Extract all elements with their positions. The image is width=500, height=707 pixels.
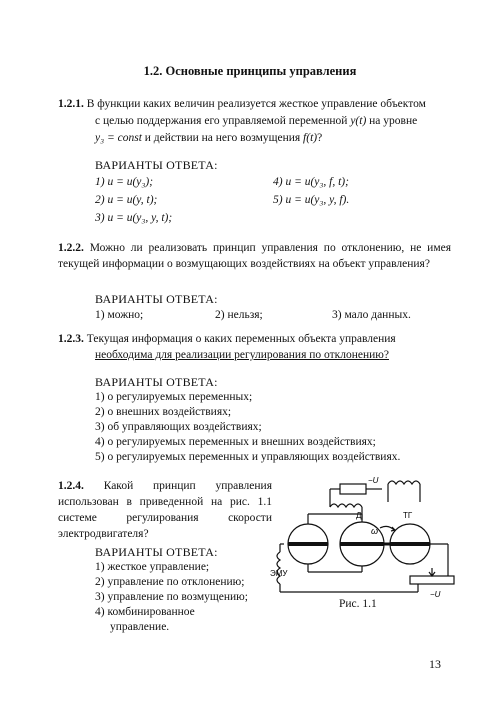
question-1-2-2: [58, 240, 451, 272]
potentiometer: [410, 576, 454, 584]
answers-label: ВАРИАНТЫ ОТВЕТА:: [95, 545, 218, 559]
answer-option-1: 1) можно;: [95, 309, 144, 321]
question-number: 1.2.4.: [58, 480, 84, 492]
answer-option-1: 1) жесткое управление;: [95, 561, 210, 573]
label-u-top: −U: [368, 476, 379, 485]
supply-resistor: [340, 484, 366, 494]
question-text: Какой принцип управления использован в приведенной на рис. 1.1 системе регулирования скорости электродвигателя?: [58, 480, 272, 540]
question-number: 1.2.2.: [58, 242, 84, 254]
answer-option-2: 2) управление по отклонению;: [95, 576, 245, 588]
rotation-arrow: [380, 526, 394, 530]
question-text-line3: и действии на него возмущения: [141, 132, 304, 144]
answer-option-4-cont: управление.: [110, 621, 170, 633]
answers-label: ВАРИАНТЫ ОТВЕТА:: [95, 292, 218, 306]
question-1-2-3-line2: [95, 347, 453, 363]
answer-option-3: 3) u = u(y₃, y, t);: [95, 212, 173, 224]
label-omega: ω: [371, 526, 379, 536]
label-tacho: ТГ: [403, 511, 413, 520]
answer-option-4: 4) u = u(y₃, f, t);: [273, 176, 349, 188]
answer-option-3: 3) управление по возмущению;: [95, 591, 248, 603]
math-y3-const: y₃ = const: [95, 132, 142, 144]
question-text-b: необходима для реализации регулирования по отклонению?: [95, 349, 389, 361]
tacho-field-coil: [388, 481, 420, 484]
answer-option-1: 1) u = u(y₃);: [95, 176, 154, 188]
answer-option-5: 5) о регулируемых переменных и управляющих воздействиях.: [95, 451, 401, 463]
answers-label: ВАРИАНТЫ ОТВЕТА:: [95, 375, 218, 389]
question-1-2-1-line3: [95, 130, 455, 146]
label-emu: ЭМУ: [270, 569, 288, 578]
answer-option-1: 1) о регулируемых переменных;: [95, 391, 253, 403]
emu-control-coil: [277, 552, 280, 584]
question-text-a: Текущая информация о каких переменных объекта управления: [83, 333, 396, 345]
question-text-line3-end: ?: [317, 132, 323, 144]
label-motor: Д: [356, 511, 362, 520]
question-1-2-4: [58, 478, 272, 542]
question-text-line2: с целью поддержания его управляемой переменной: [95, 115, 348, 127]
circuit-diagram: [270, 472, 470, 602]
question-number: 1.2.1.: [58, 98, 84, 110]
question-1-2-1-line2: [95, 113, 455, 129]
answers-label: ВАРИАНТЫ ОТВЕТА:: [95, 158, 218, 172]
math-f-t: f(t): [303, 132, 318, 144]
question-1-2-3: [58, 331, 453, 347]
answer-option-3: 3) об управляющих воздействиях;: [95, 421, 262, 433]
answer-option-2: 2) u = u(y, t);: [95, 194, 158, 206]
answer-option-4: 4) комбинированное: [95, 606, 195, 618]
answer-option-5: 5) u = u(y₃, y, f).: [273, 194, 350, 206]
math-y-t: y(t): [347, 115, 370, 127]
question-number: 1.2.3.: [58, 333, 84, 345]
label-u-bottom: −U: [430, 590, 441, 599]
question-text-line2-end: на уровне: [369, 115, 418, 127]
section-title: 1.2. Основные принципы управления: [143, 64, 357, 78]
motor-field-coil: [330, 504, 362, 507]
answer-option-4: 4) о регулируемых переменных и внешних воздействиях;: [95, 436, 376, 448]
answer-option-2: 2) о внешних воздействиях;: [95, 406, 232, 418]
page-number: 13: [429, 657, 441, 671]
question-text: Можно ли реализовать принцип управления по отклонению, не имея текущей информации о возмущающих воздействиях на объект управления?: [58, 242, 451, 270]
question-text-line1: В функции каких величин реализуется жесткое управление объектом: [83, 98, 426, 110]
answer-option-2: 2) нельзя;: [215, 309, 263, 321]
question-1-2-1: [58, 96, 453, 112]
figure-caption: Рис. 1.1: [339, 598, 377, 610]
answer-option-3: 3) мало данных.: [332, 309, 411, 321]
